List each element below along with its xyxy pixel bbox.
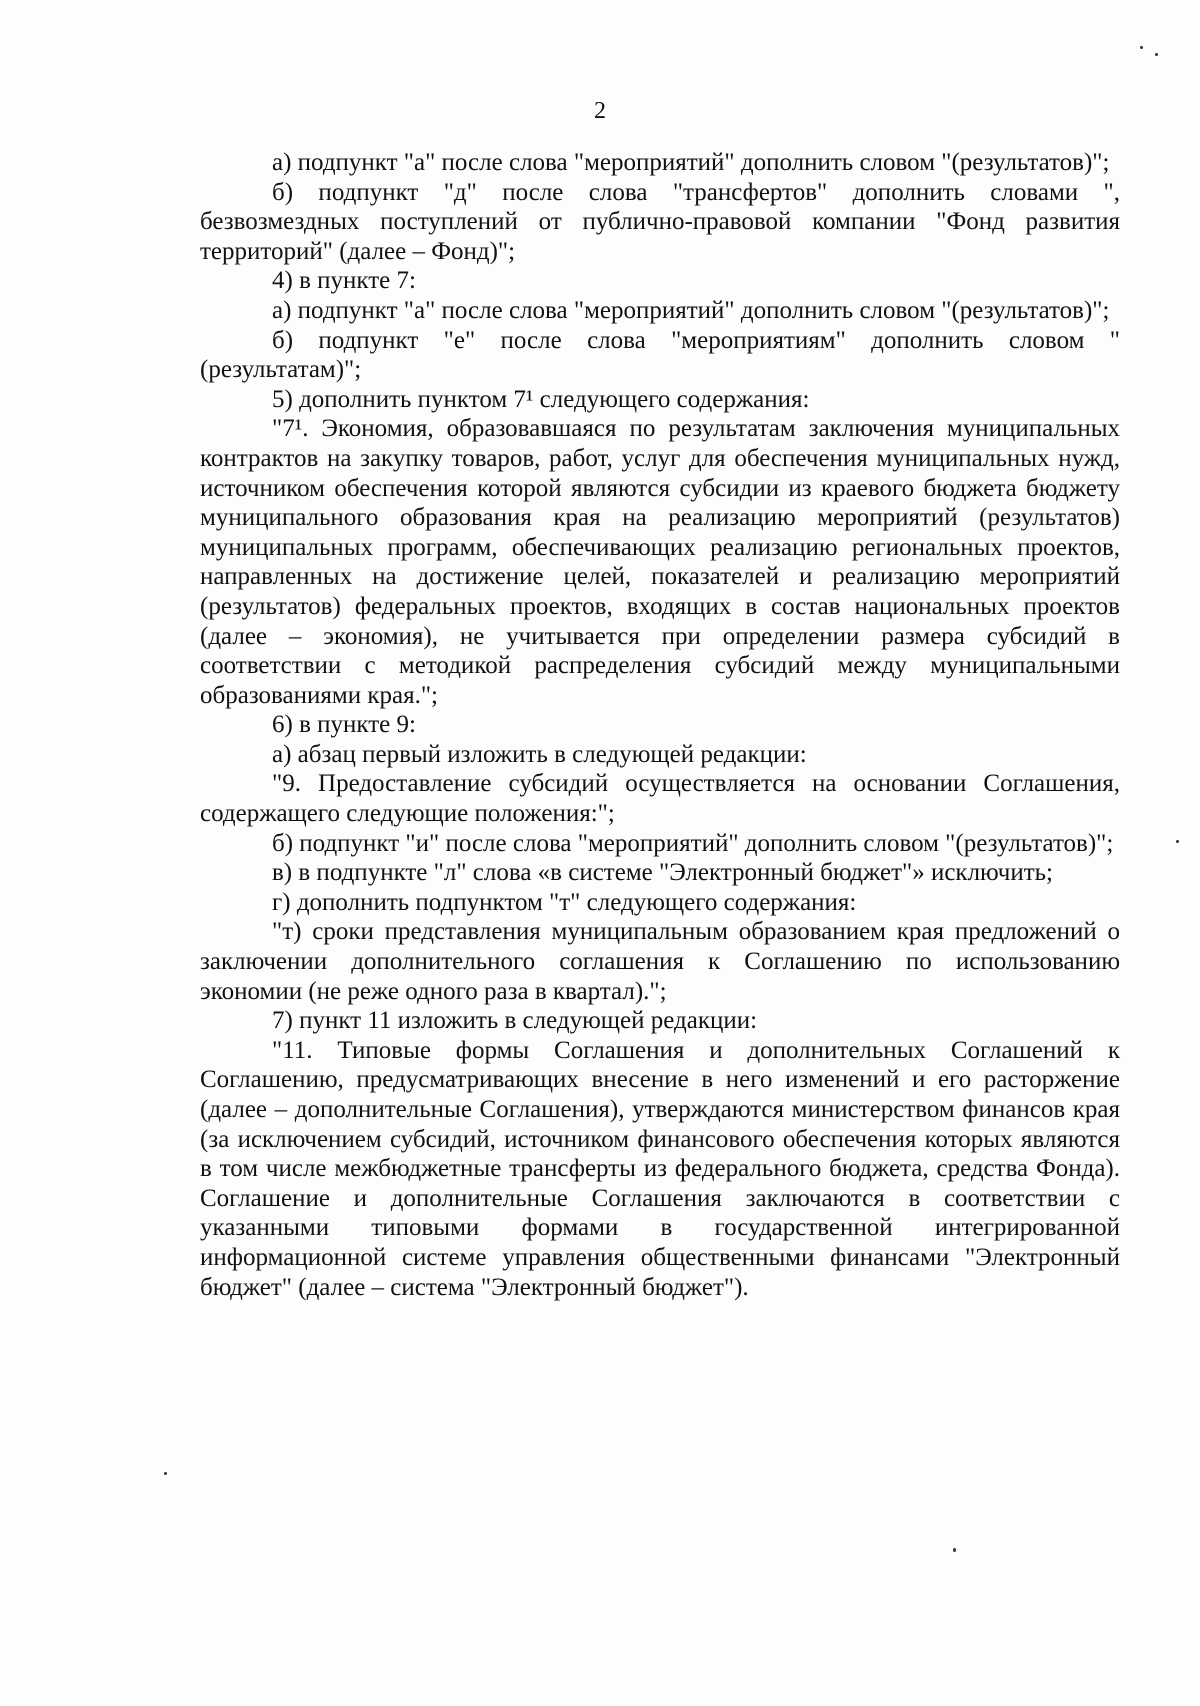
paragraph: б) подпункт "е" после слова "мероприятиям" дополнить словом "(результатам)";: [200, 326, 1120, 384]
scan-speck: [164, 1472, 167, 1475]
paragraph: в) в подпункте "л" слова «в системе "Электронный бюджет"» исключить;: [272, 859, 1053, 887]
paragraph: а) подпункт "а" после слова "мероприятий" дополнить словом "(результатов)";: [272, 296, 1110, 324]
paragraph: а) абзац первый изложить в следующей редакции:: [272, 740, 807, 768]
paragraph: "т) сроки представления муниципальным образованием края предложений о заключении дополнительного соглашения к Соглашению по использованию экономии (не реже одного раза в квартал).";: [200, 918, 1120, 1005]
paragraph: "9. Предоставление субсидий осуществляется на основании Соглашения, содержащего следующие положения:";: [200, 770, 1120, 828]
paragraph: 6) в пункте 9:: [272, 711, 416, 739]
paragraph: б) подпункт "и" после слова "мероприятий" дополнить словом "(результатов)";: [272, 829, 1114, 857]
scan-speck: [953, 1548, 956, 1552]
paragraph: "7¹. Экономия, образовавшаяся по результатам заключения муниципальных контрактов на закупку товаров, работ, услуг для обеспечения муниципальных нужд, источником обеспечения которой являются субсидии из краевого бюджета бюджету муниципального образования края на реализацию мероприятий (результатов) муниципальных программ, обеспечивающих реализацию региональных проектов, направленных на достижение целей, показателей и реализацию мероприятий (результатов) федеральных проектов, входящих в состав национальных проектов (далее – экономия), не учитывается при определении размера субсидий в соответствии с методикой распределения субсидий между муниципальными образованиями края.";: [200, 415, 1120, 709]
paragraph: "11. Типовые формы Соглашения и дополнительных Соглашений к Соглашению, предусматривающих внесение в него изменений и его расторжение (далее – дополнительные Соглашения), утверждаются министерством финансов края (за исключением субсидий, источником финансового обеспечения которых являются в том числе межбюджетные трансферты из федерального бюджета, средства Фонда). Соглашение и дополнительные Соглашения заключаются в соответствии с указанными типовыми формами в государственной интегрированной информационной системе управления общественными финансами "Электронный бюджет" (далее – система "Электронный бюджет").: [200, 1036, 1120, 1301]
paragraph: 4) в пункте 7:: [272, 267, 416, 295]
paragraph: 7) пункт 11 изложить в следующей редакции:: [272, 1007, 758, 1035]
page-number: 2: [594, 98, 606, 124]
scan-speck: [1176, 840, 1179, 843]
paragraph: г) дополнить подпунктом "т" следующего содержания:: [272, 888, 857, 916]
paragraph: б) подпункт "д" после слова "трансфертов" дополнить словами ", безвозмездных поступлений от публично-правовой компании "Фонд развития территорий" (далее – Фонд)";: [200, 178, 1120, 265]
paragraph: 5) дополнить пунктом 7¹ следующего содержания:: [272, 385, 810, 413]
document-body: [200, 148, 1120, 1302]
paragraph: а) подпункт "а" после слова "мероприятий" дополнить словом "(результатов)";: [272, 149, 1110, 176]
scan-speck: [1155, 53, 1158, 56]
scan-speck: [1140, 46, 1143, 49]
